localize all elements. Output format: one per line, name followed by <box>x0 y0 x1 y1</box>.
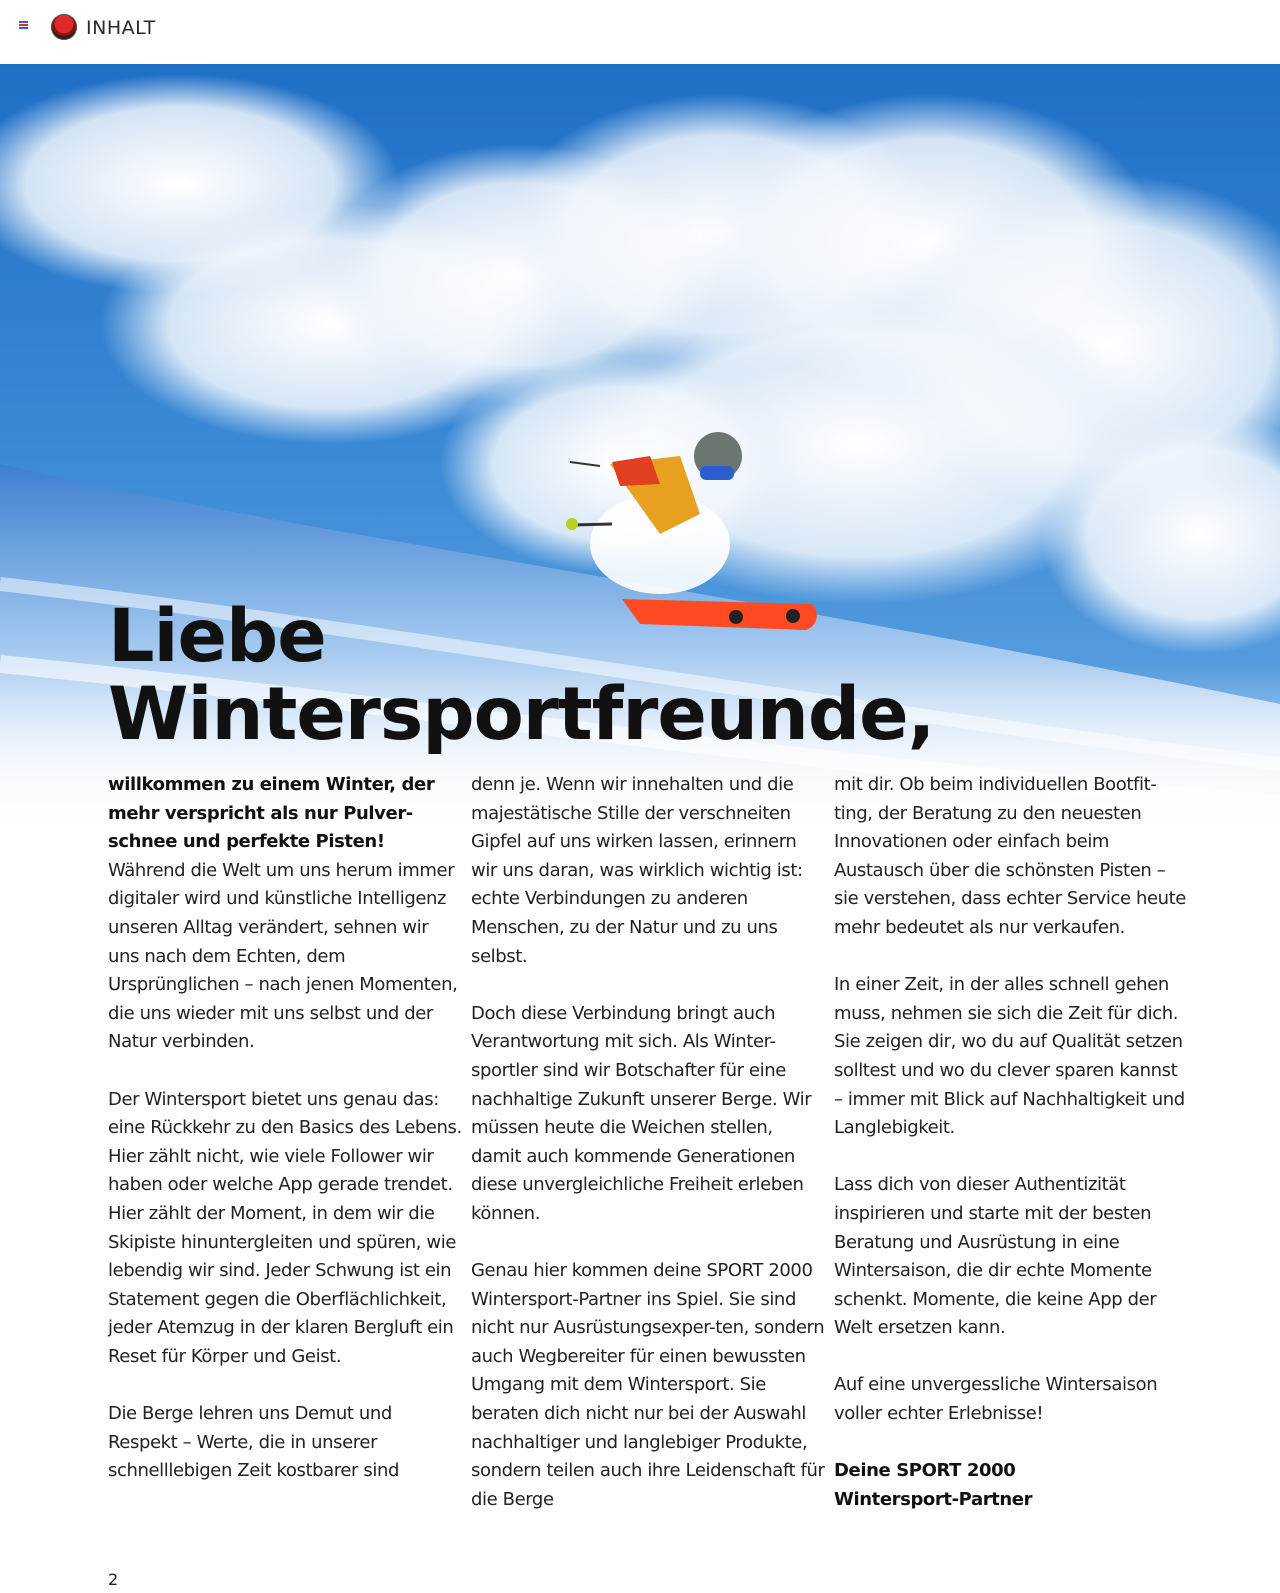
text-column-2 <box>471 771 826 1543</box>
sport2000-logo-icon[interactable] <box>51 14 77 40</box>
signature-line-1: Deine SPORT 2000 <box>834 1460 1016 1482</box>
paragraph: Während die Welt um uns herum immer digitaler wird und künstliche Intelligenz unseren Alltag verändert, sehnen wir uns nach dem Echten, dem Ursprünglichen – nach jenen Momenten, die uns wieder mit uns selbst und der Natur verbinden. <box>108 859 458 1053</box>
headline-line-1: Liebe <box>108 594 326 679</box>
page-headline <box>108 594 935 757</box>
paragraph: mit dir. Ob beim individuellen Bootfit-ting, der Beratung zu den neuesten Innovationen oder einfach beim Austausch über die schönsten Pisten – sie verstehen, dass echter Service heute mehr bedeutet als nur verkaufen. <box>834 774 1186 938</box>
paragraph: Der Wintersport bietet uns genau das: eine Rückkehr zu den Basics des Lebens. Hier zählt nicht, wie viele Follower wir haben oder welche App gerade trendet. Hier zählt der Moment, in dem wir die Skipiste hinuntergleiten und spüren, wie lebendig wir sind. Jeder Schwung ist ein Statement gegen die Oberflächlichkeit, jeder Atemzug in der klaren Bergluft ein Reset für Körper und Geist. <box>108 1088 462 1367</box>
page-number: 2 <box>108 1570 119 1589</box>
paragraph: Die Berge lehren uns Demut und Respekt – Werte, die in unserer schnelllebigen Zeit kostbarer sind <box>108 1403 399 1482</box>
signature <box>834 1457 1189 1514</box>
menu-icon[interactable] <box>19 21 28 29</box>
text-column-3 <box>834 771 1189 1543</box>
headline-line-2: Wintersportfreunde, <box>108 672 935 757</box>
text-column-1 <box>108 771 463 1514</box>
paragraph: Lass dich von dieser Authentizität inspirieren und starte mit der besten Beratung und Ausrüstung in eine Wintersaison, die dir echte Momente schenkt. Momente, die keine App der Welt ersetzen kann. <box>834 1174 1157 1339</box>
contents-link[interactable]: INHALT <box>86 17 156 39</box>
paragraph: In einer Zeit, in der alles schnell gehen muss, nehmen sie sich die Zeit für dich. Sie zeigen dir, wo du auf Qualität setzen solltest und wo du clever sparen kannst – immer mit Blick auf Nachhaltigkeit und Langlebigkeit. <box>834 974 1185 1139</box>
signature-line-2: Wintersport-Partner <box>834 1488 1033 1510</box>
paragraph: Doch diese Verbindung bringt auch Verantwortung mit sich. Als Winter-sportler sind wir Botschafter für eine nachhaltige Zukunft unserer Berge. Wir müssen heute die Weichen stellen, damit auch kommende Generationen diese unvergleichliche Freiheit erleben können. <box>471 1002 812 1224</box>
paragraph: Auf eine unvergessliche Wintersaison voller echter Erlebnisse! <box>834 1374 1158 1425</box>
intro-lead: willkommen zu einem Winter, der mehr verspricht als nur Pulver-schnee und perfekte Pisten! <box>108 774 435 853</box>
top-bar <box>0 0 1280 64</box>
paragraph: Genau hier kommen deine SPORT 2000 Wintersport-Partner ins Spiel. Sie sind nicht nur Ausrüstungsexper-ten, sondern auch Wegbereiter für einen bewussten Umgang mit dem Wintersport. Sie beraten dich nicht nur bei der Auswahl nachhaltiger und langlebiger Produkte, sondern teilen auch ihre Leidenschaft für die Berge <box>471 1260 825 1510</box>
paragraph: denn je. Wenn wir innehalten und die majestätische Stille der verschneiten Gipfel auf uns wirken lassen, erinnern wir uns daran, was wirklich wichtig ist: echte Verbindungen zu anderen Menschen, zu der Natur und zu uns selbst. <box>471 774 803 967</box>
